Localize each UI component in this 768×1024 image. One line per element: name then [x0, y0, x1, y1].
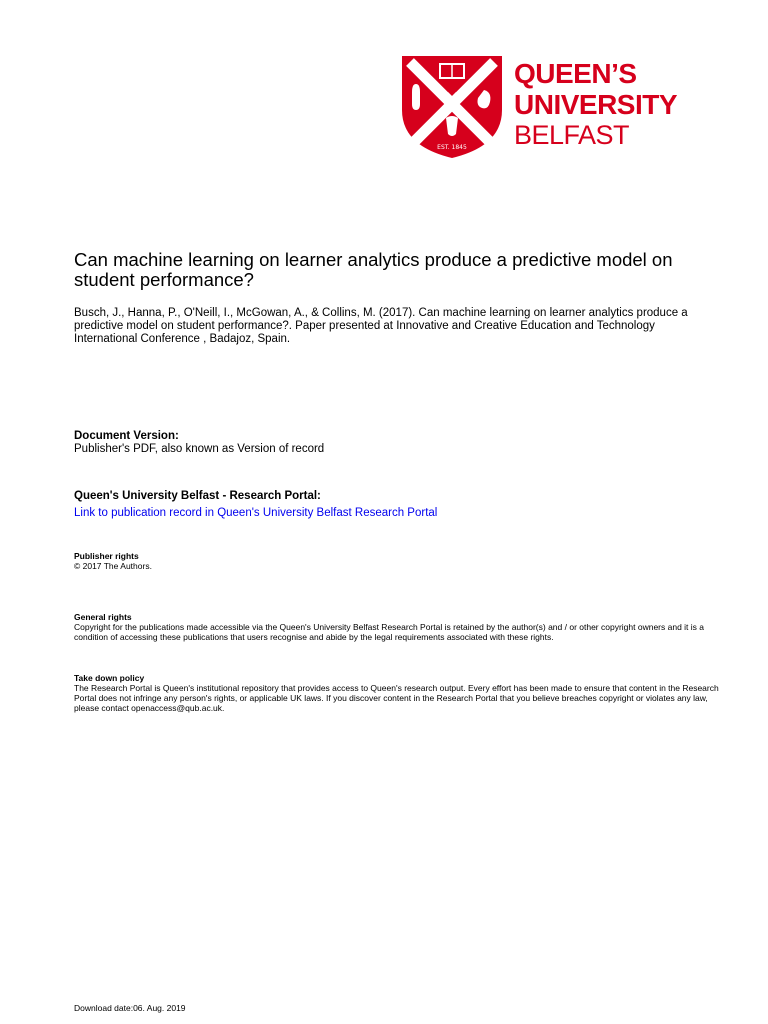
take-down-policy-label: Take down policy	[74, 673, 145, 683]
document-version-value: Publisher's PDF, also known as Version of record	[74, 443, 325, 455]
general-rights-label: General rights	[74, 612, 132, 622]
university-crest-icon	[400, 54, 504, 160]
document-title: Can machine learning on learner analytics produce a predictive model on student performance?	[74, 249, 673, 290]
university-logo	[400, 54, 712, 162]
research-portal-label: Queen's University Belfast - Research Portal:	[74, 490, 321, 502]
citation-text: Busch, J., Hanna, P., O'Neill, I., McGowan, A., & Collins, M. (2017). Can machine learning on learner analytics produce a predictive model on student performance?. Paper presented at Innovative and Creative Education and Technology International Conference , Badajoz, Spain.	[74, 307, 688, 345]
general-rights-section	[74, 612, 724, 642]
document-version-label: Document Version:	[74, 430, 179, 442]
publisher-rights-value: © 2017 The Authors.	[74, 561, 152, 571]
general-rights-value: Copyright for the publications made accessible via the Queen's University Belfast Research Portal is retained by the author(s) and / or other copyright owners and it is a condition of accessing these publications that users recognise and abide by the legal requirements associated with these rights.	[74, 622, 704, 642]
wordmark-line-3: BELFAST	[514, 120, 630, 150]
publication-record-link[interactable]: Link to publication record in Queen's University Belfast Research Portal	[74, 507, 438, 519]
document-version-section	[74, 430, 324, 456]
publisher-rights-section	[74, 551, 724, 571]
take-down-policy-value: The Research Portal is Queen's institutional repository that provides access to Queen's research output. Every effort has been made to ensure that content in the Research Portal does not infringe any person's rights, or applicable UK laws. If you discover content in the Research Portal that you believe breaches copyright or violates any law, please contact openaccess@qub.ac.uk.	[74, 683, 719, 713]
wordmark-line-1: QUEEN’S	[514, 58, 637, 89]
download-date: Download date:06. Aug. 2019	[74, 1003, 186, 1013]
research-portal-section	[74, 490, 437, 521]
publisher-rights-label: Publisher rights	[74, 551, 139, 561]
take-down-policy-section	[74, 673, 724, 713]
wordmark-line-2: UNIVERSITY	[514, 89, 678, 120]
university-wordmark	[514, 58, 677, 151]
crest-established-text: EST. 1845	[437, 144, 467, 151]
